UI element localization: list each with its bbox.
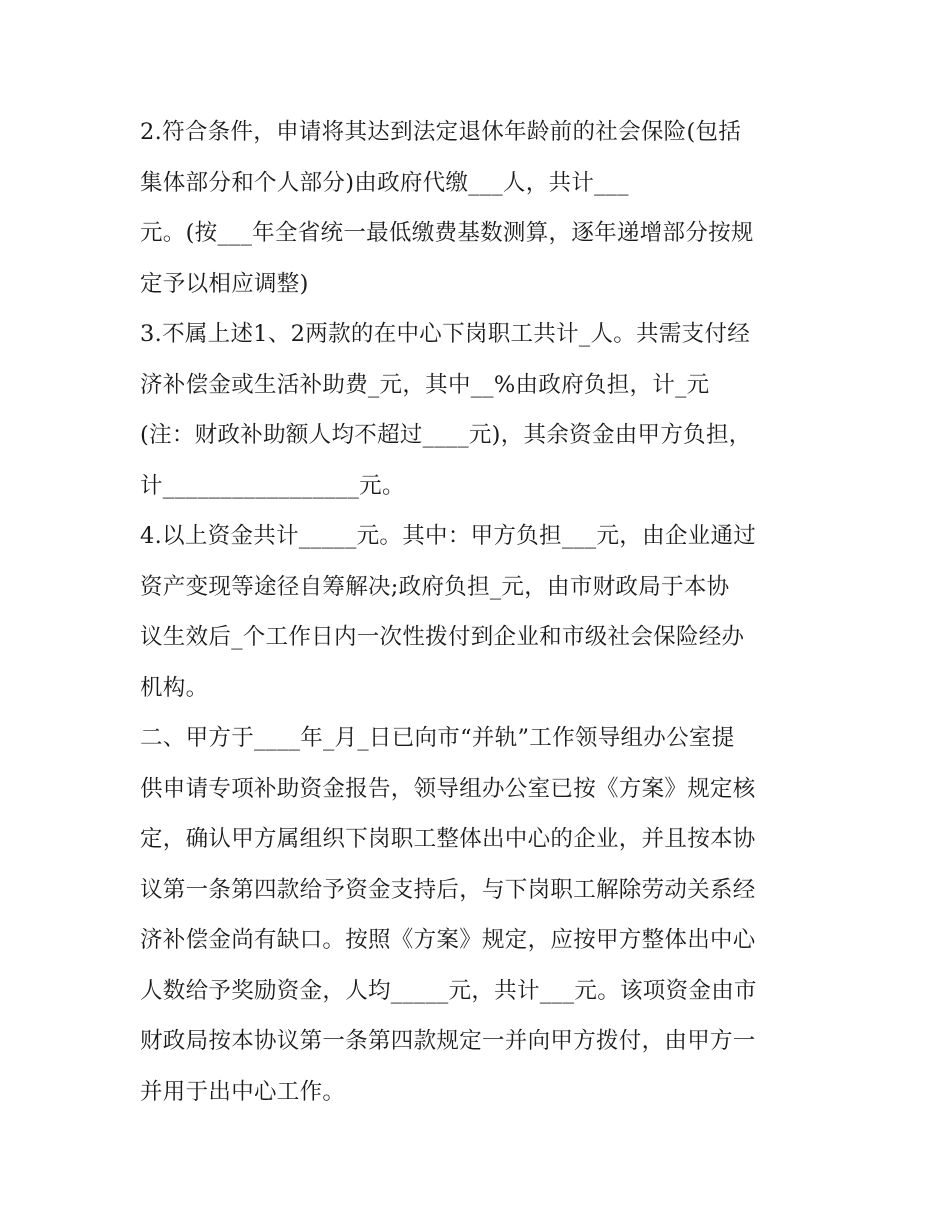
- text-line: 计_________________元。: [140, 472, 405, 499]
- text-line: 议生效后_个工作日内一次性拨付到企业和市级社会保险经办: [140, 624, 745, 650]
- text-line: 定，确认甲方属组织下岗职工整体出中心的企业，并且按本协: [140, 826, 756, 852]
- text-line: 议第一条第四款给予资金支持后，与下岗职工解除劳动关系经: [140, 876, 756, 903]
- text-line: 人数给予奖励资金，人均_____元，共计___元。该项资金由市: [140, 977, 757, 1004]
- text-line: 二、甲方于____年_月_日已向市“并轨”工作领导组办公室提: [140, 725, 735, 751]
- text-line: 2.符合条件，申请将其达到法定退休年龄前的社会保险(包括: [140, 119, 742, 145]
- text-line: 资产变现等途径自筹解决;政府负担_元，由市财政局于本协: [140, 573, 730, 600]
- document-body: [140, 107, 830, 1117]
- text-line: 济补偿金尚有缺口。按照《方案》规定，应按甲方整体出中心: [140, 927, 756, 953]
- text-line: 集体部分和个人部分)由政府代缴___人，共计___: [140, 169, 629, 196]
- text-line: 并用于出中心工作。: [140, 1078, 346, 1105]
- text-line: 4.以上资金共计_____元。其中：甲方负担___元，由企业通过: [140, 523, 757, 549]
- text-line: 供申请专项补助资金报告，领导组办公室已按《方案》规定核: [140, 775, 756, 802]
- text-line: 定予以相应调整): [140, 270, 309, 297]
- text-line: 财政局按本协议第一条第四款规定一并向甲方拨付，由甲方一: [140, 1028, 756, 1054]
- text-line: 元。(按___年全省统一最低缴费基数测算，逐年递增部分按规: [140, 220, 754, 246]
- text-line: 3.不属上述1、2两款的在中心下岗职工共计_人。共需支付经: [140, 321, 751, 347]
- text-line: 济补偿金或生活补助费_元，其中__%由政府负担，计_元: [140, 371, 710, 398]
- text-line: (注：财政补助额人均不超过____元)，其余资金由甲方负担，: [140, 422, 752, 448]
- text-line: 机构。: [140, 674, 209, 701]
